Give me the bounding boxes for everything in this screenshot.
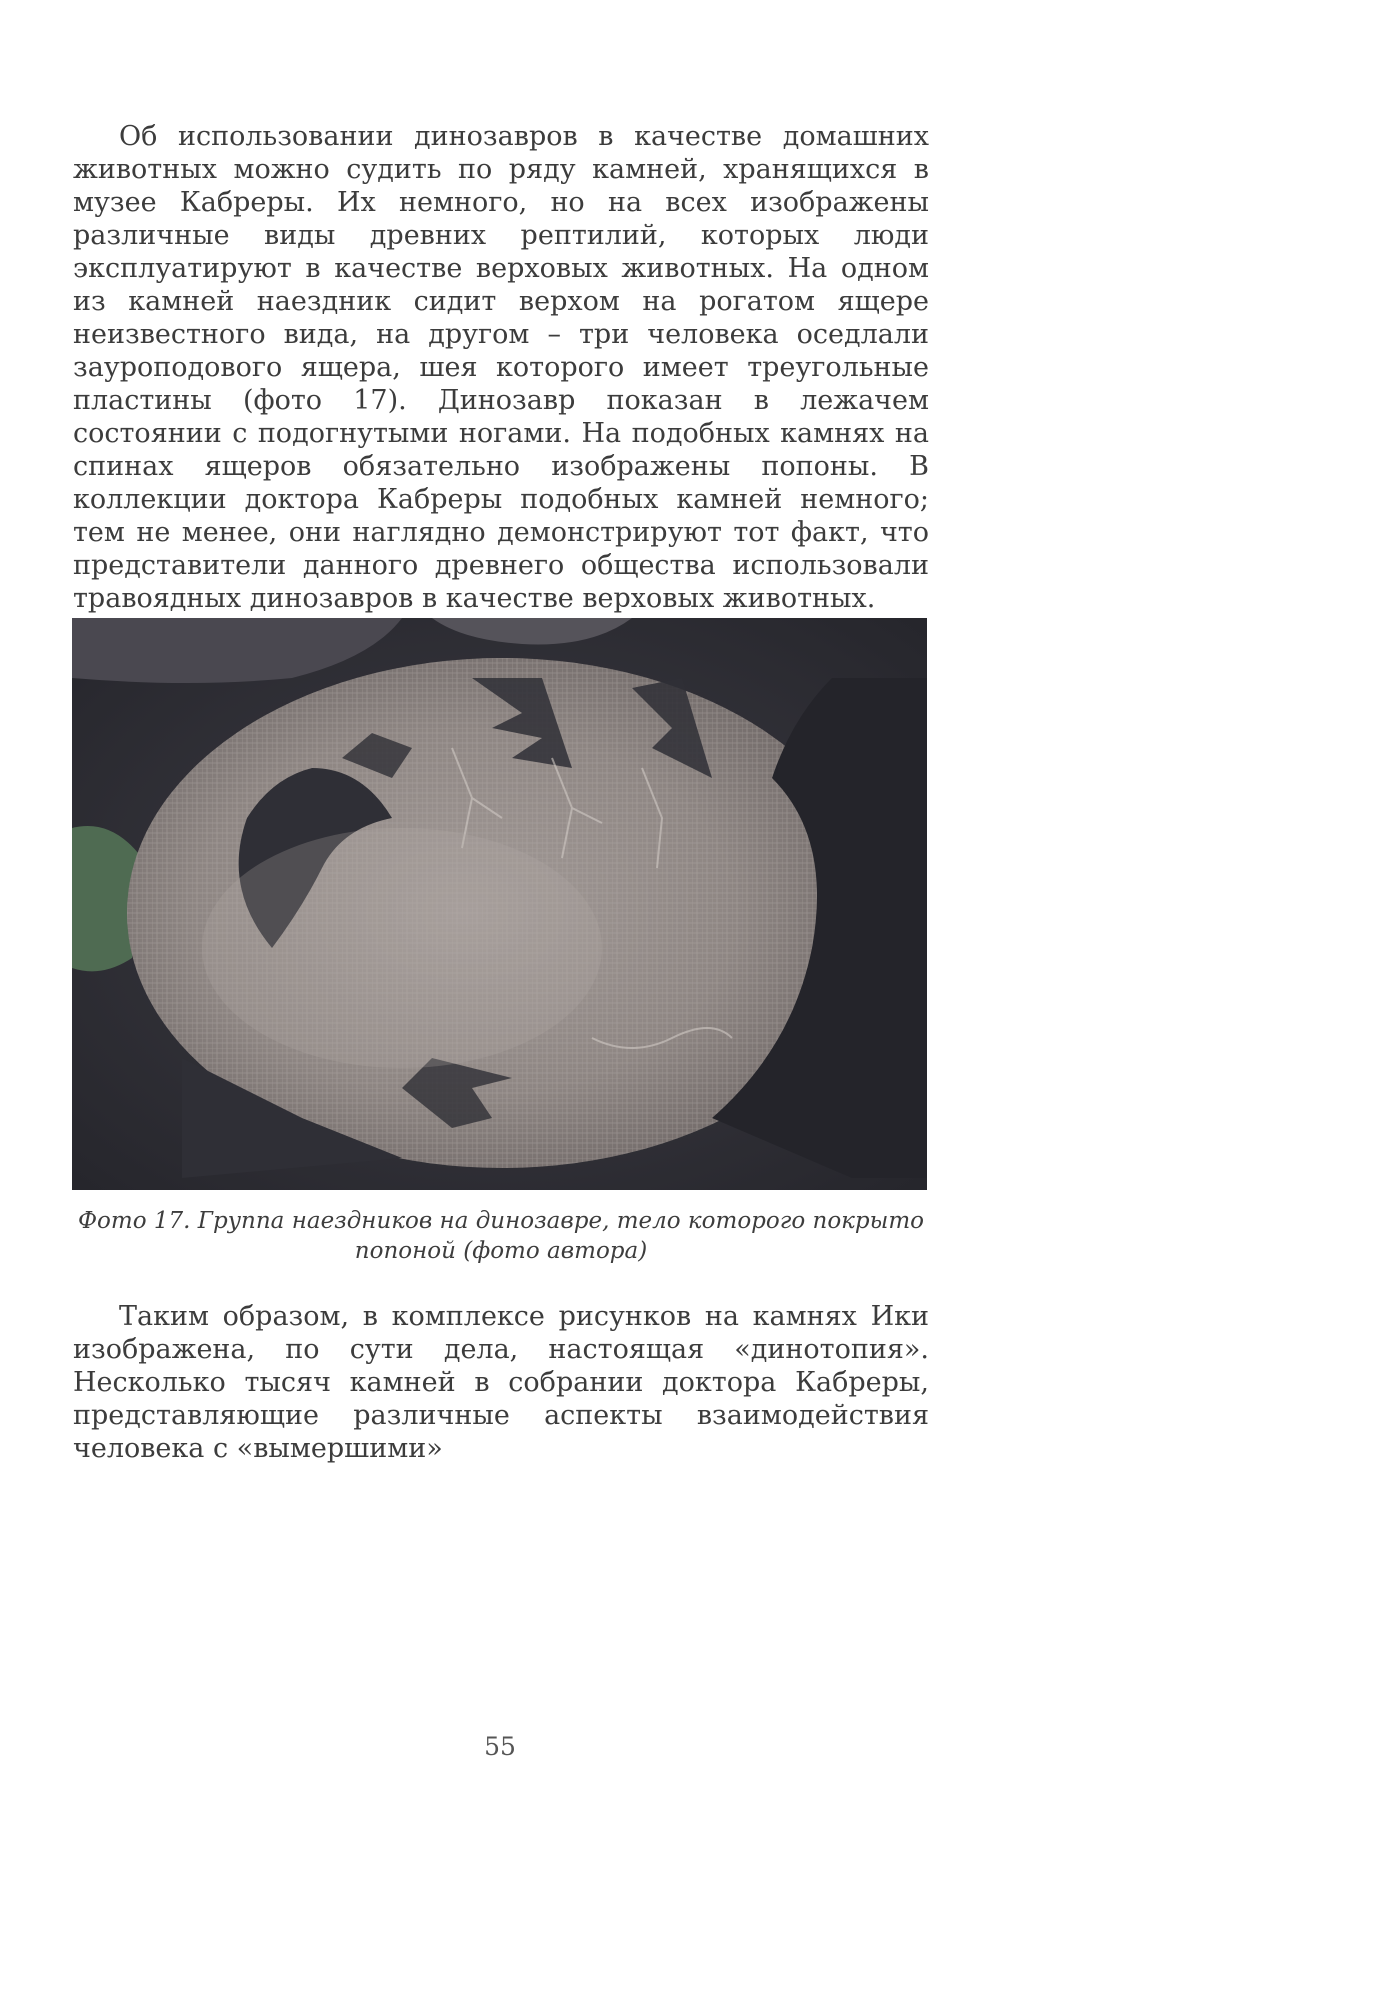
page-number: 55 [484,1732,516,1761]
paragraph-dinosaurs-as-domestic-animals: Об использовании динозавров в качестве домашних животных можно судить по ряду камней, хранящихся в музее Кабреры. Их немного, но на всех изображены различные виды древних рептилий, которых люди эксплуатируют в качестве верховых животных. На одном из камней наездник сидит верхом на рогатом ящере неизвестного вида, на другом – три человека оседлали зауроподового ящера, шея которого имеет треугольные пластины (фото 17). Динозавр показан в лежачем состоянии с подогнутыми ногами. На подобных камнях на спинах ящеров обязательно изображены попоны. В коллекции доктора Кабреры подобных камней немного; тем не менее, они наглядно демонстрируют тот факт, что представители данного древнего общества использовали травоядных динозавров в качестве верховых животных. [73,121,929,614]
paragraph-dinotopia: Таким образом, в комплексе рисунков на камнях Ики изображена, по сути дела, настоящая «динотопия». Несколько тысяч камней в собрании доктора Кабреры, представляющие различные аспекты взаимодействия человека с «вымершими» [73,1301,929,1464]
photo-caption: Фото 17. Группа наездников на динозавре, тело которого покрыто попоной (фото автора) [77,1208,925,1264]
photo-engraved-stone [72,618,927,1190]
